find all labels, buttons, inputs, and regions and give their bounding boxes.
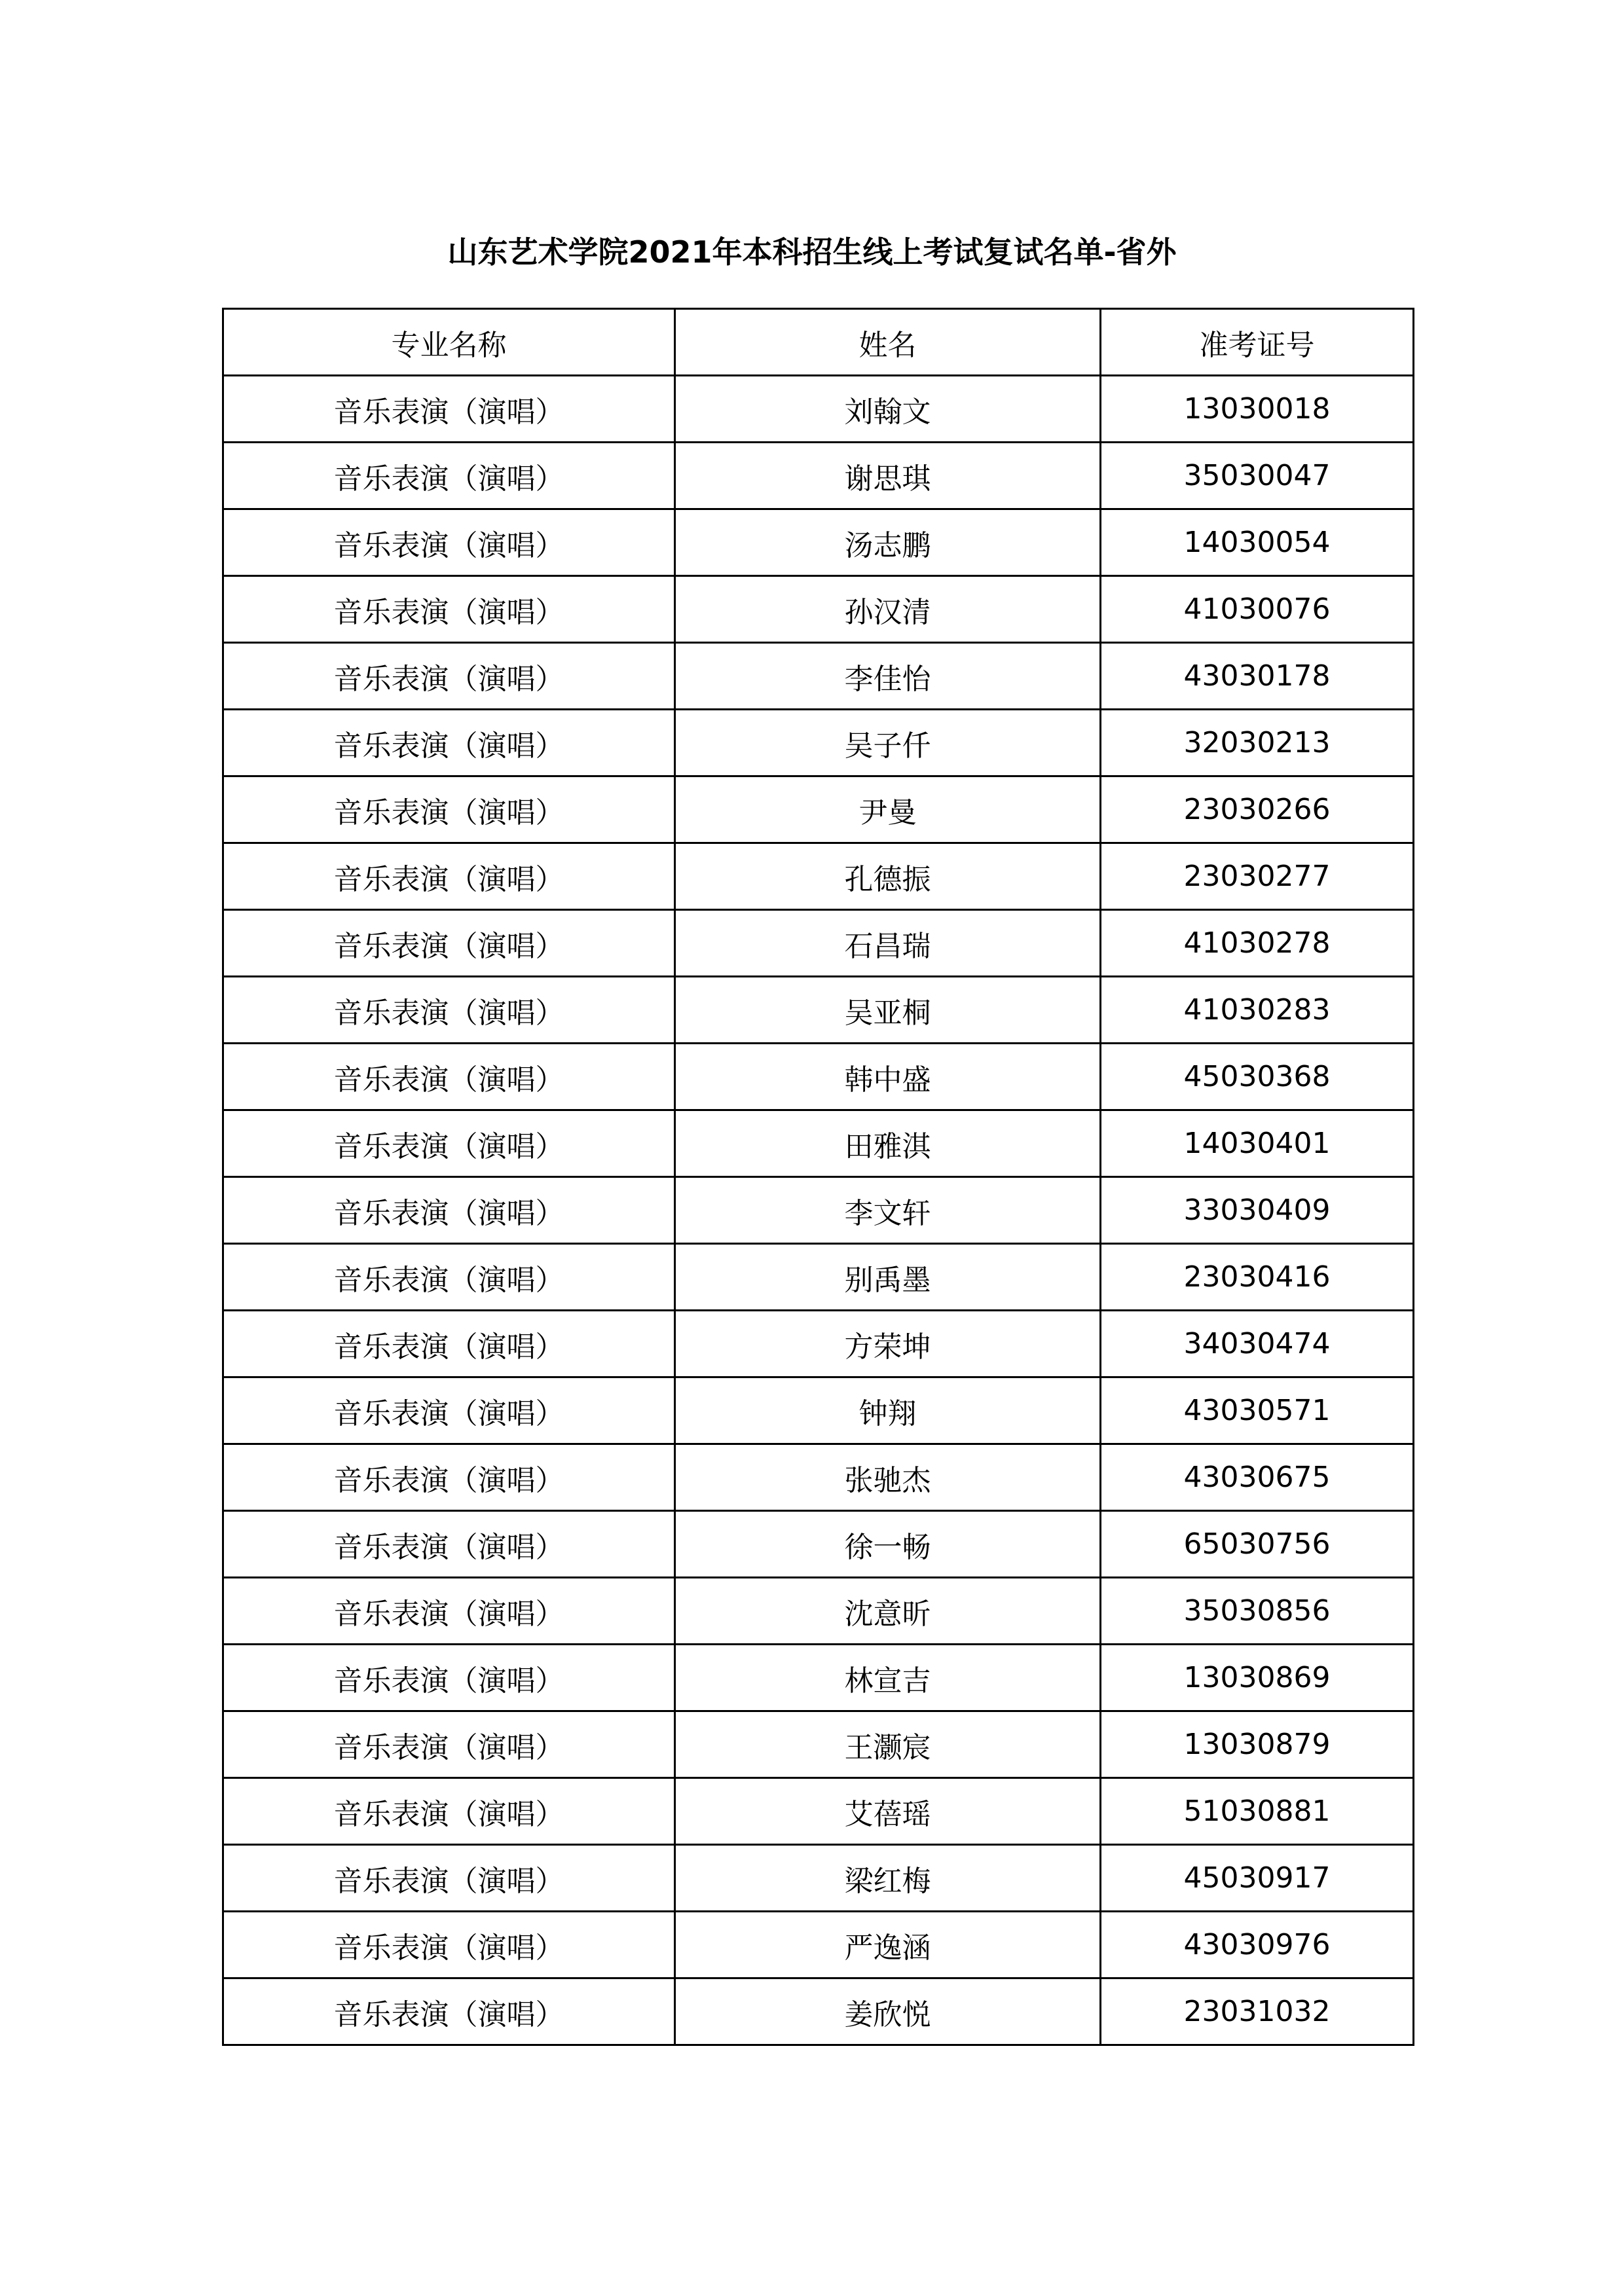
cell-major: 音乐表演（演唱）: [223, 1912, 675, 1978]
cell-major: 音乐表演（演唱）: [223, 1244, 675, 1311]
cell-name: 李佳怡: [675, 643, 1101, 710]
cell-major: 音乐表演（演唱）: [223, 1044, 675, 1110]
cell-major: 音乐表演（演唱）: [223, 1177, 675, 1244]
cell-exam-number: 13030869: [1101, 1645, 1414, 1711]
cell-major: 音乐表演（演唱）: [223, 1511, 675, 1578]
cell-major: 音乐表演（演唱）: [223, 443, 675, 509]
table-body: [223, 376, 1414, 2045]
cell-major: 音乐表演（演唱）: [223, 710, 675, 776]
cell-name: 张驰杰: [675, 1444, 1101, 1511]
cell-name: 梁红梅: [675, 1845, 1101, 1912]
cell-exam-number: 43030976: [1101, 1912, 1414, 1978]
cell-exam-number: 43030571: [1101, 1377, 1414, 1444]
cell-exam-number: 33030409: [1101, 1177, 1414, 1244]
cell-name: 谢思琪: [675, 443, 1101, 509]
cell-major: 音乐表演（演唱）: [223, 1444, 675, 1511]
cell-exam-number: 65030756: [1101, 1511, 1414, 1578]
header-major: 专业名称: [223, 309, 675, 376]
table-row: [223, 710, 1414, 776]
cell-name: 吴亚桐: [675, 977, 1101, 1044]
cell-major: 音乐表演（演唱）: [223, 1645, 675, 1711]
cell-exam-number: 35030856: [1101, 1578, 1414, 1645]
cell-exam-number: 45030917: [1101, 1845, 1414, 1912]
cell-exam-number: 23031032: [1101, 1978, 1414, 2045]
header-exam-number: 准考证号: [1101, 309, 1414, 376]
cell-name: 韩中盛: [675, 1044, 1101, 1110]
cell-name: 艾蓓瑶: [675, 1778, 1101, 1845]
cell-exam-number: 14030054: [1101, 509, 1414, 576]
cell-major: 音乐表演（演唱）: [223, 977, 675, 1044]
document-title: 山东艺术学院2021年本科招生线上考试复试名单-省外: [447, 234, 1177, 270]
cell-major: 音乐表演（演唱）: [223, 1311, 675, 1377]
table-row: [223, 843, 1414, 910]
cell-major: 音乐表演（演唱）: [223, 1578, 675, 1645]
table-row: [223, 376, 1414, 443]
cell-name: 方荣坤: [675, 1311, 1101, 1377]
cell-exam-number: 23030416: [1101, 1244, 1414, 1311]
cell-major: 音乐表演（演唱）: [223, 1110, 675, 1177]
cell-name: 沈意昕: [675, 1578, 1101, 1645]
cell-exam-number: 43030178: [1101, 643, 1414, 710]
cell-exam-number: 41030283: [1101, 977, 1414, 1044]
cell-name: 别禹墨: [675, 1244, 1101, 1311]
table-row: [223, 643, 1414, 710]
header-name: 姓名: [675, 309, 1101, 376]
cell-major: 音乐表演（演唱）: [223, 1845, 675, 1912]
table-row: [223, 1912, 1414, 1978]
table-row: [223, 910, 1414, 977]
cell-name: 田雅淇: [675, 1110, 1101, 1177]
header-row: [223, 309, 1414, 376]
table-row: [223, 576, 1414, 643]
cell-name: 姜欣悦: [675, 1978, 1101, 2045]
cell-major: 音乐表演（演唱）: [223, 776, 675, 843]
cell-exam-number: 13030018: [1101, 376, 1414, 443]
cell-major: 音乐表演（演唱）: [223, 1778, 675, 1845]
cell-exam-number: 51030881: [1101, 1778, 1414, 1845]
cell-major: 音乐表演（演唱）: [223, 509, 675, 576]
table-row: [223, 1978, 1414, 2045]
cell-name: 刘翰文: [675, 376, 1101, 443]
cell-major: 音乐表演（演唱）: [223, 576, 675, 643]
cell-exam-number: 45030368: [1101, 1044, 1414, 1110]
cell-major: 音乐表演（演唱）: [223, 843, 675, 910]
cell-name: 严逸涵: [675, 1912, 1101, 1978]
table-row: [223, 1244, 1414, 1311]
cell-name: 吴子仟: [675, 710, 1101, 776]
table-row: [223, 1377, 1414, 1444]
table-row: [223, 1645, 1414, 1711]
cell-major: 音乐表演（演唱）: [223, 643, 675, 710]
cell-name: 尹曼: [675, 776, 1101, 843]
table-row: [223, 1711, 1414, 1778]
table-row: [223, 1845, 1414, 1912]
table-row: [223, 1578, 1414, 1645]
cell-major: 音乐表演（演唱）: [223, 910, 675, 977]
cell-major: 音乐表演（演唱）: [223, 1377, 675, 1444]
cell-exam-number: 13030879: [1101, 1711, 1414, 1778]
table-row: [223, 1444, 1414, 1511]
cell-exam-number: 41030278: [1101, 910, 1414, 977]
table-row: [223, 977, 1414, 1044]
table-row: [223, 1778, 1414, 1845]
cell-major: 音乐表演（演唱）: [223, 376, 675, 443]
cell-exam-number: 32030213: [1101, 710, 1414, 776]
table-row: [223, 509, 1414, 576]
table-row: [223, 776, 1414, 843]
cell-name: 孙汉清: [675, 576, 1101, 643]
cell-major: 音乐表演（演唱）: [223, 1711, 675, 1778]
cell-exam-number: 35030047: [1101, 443, 1414, 509]
table-row: [223, 1511, 1414, 1578]
cell-major: 音乐表演（演唱）: [223, 1978, 675, 2045]
cell-exam-number: 43030675: [1101, 1444, 1414, 1511]
cell-name: 李文轩: [675, 1177, 1101, 1244]
candidate-table: [222, 308, 1414, 2046]
cell-name: 王灏宸: [675, 1711, 1101, 1778]
table-row: [223, 1311, 1414, 1377]
table-row: [223, 1110, 1414, 1177]
table-row: [223, 443, 1414, 509]
cell-exam-number: 41030076: [1101, 576, 1414, 643]
cell-exam-number: 14030401: [1101, 1110, 1414, 1177]
cell-name: 徐一畅: [675, 1511, 1101, 1578]
cell-name: 林宣吉: [675, 1645, 1101, 1711]
cell-exam-number: 34030474: [1101, 1311, 1414, 1377]
cell-name: 汤志鹏: [675, 509, 1101, 576]
table-row: [223, 1044, 1414, 1110]
table-header: [223, 309, 1414, 376]
cell-name: 孔德振: [675, 843, 1101, 910]
cell-name: 钟翔: [675, 1377, 1101, 1444]
table-row: [223, 1177, 1414, 1244]
cell-exam-number: 23030277: [1101, 843, 1414, 910]
cell-name: 石昌瑞: [675, 910, 1101, 977]
cell-exam-number: 23030266: [1101, 776, 1414, 843]
